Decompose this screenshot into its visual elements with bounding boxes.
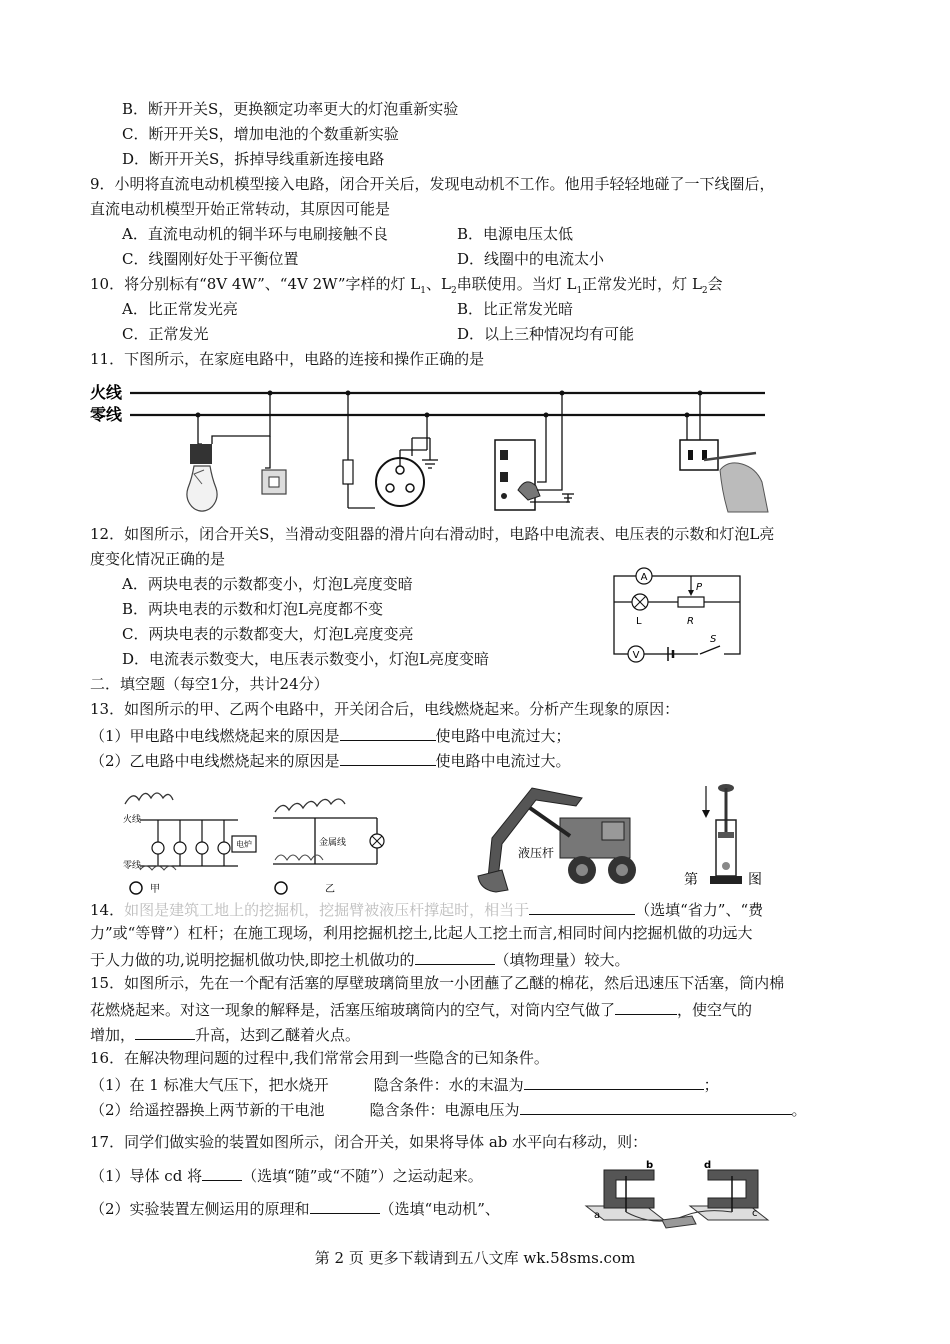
q14-line1: 14．如图是建筑工地上的挖掘机，挖掘臂被液压杆撑起时，相当于 （选填“省力”、“费 (90, 898, 763, 920)
hydraulic-rod-label: 液压杆 (518, 846, 555, 860)
voltmeter-label: V (632, 650, 640, 661)
q16-part1: （1）在 1 标准大气压下，把水烧开 隐含条件：水的末温为 ； (90, 1073, 719, 1095)
slider-label: P (696, 582, 703, 593)
socket-circuit (343, 391, 438, 509)
q10-stem: 10．将分别标有“8V 4W”、“4V 2W”字样的灯 $L_1$、$L_2$串联使用。当灯 $L_1$正常发光时，灯 $L_2$会 (90, 275, 723, 296)
q14-blank-1[interactable] (529, 898, 635, 915)
q12-option-a: A．两块电表的示数都变小，灯泡L亮度变暗 (122, 575, 413, 593)
q12-option-b: B．两块电表的示数和灯泡L亮度都不变 (122, 600, 383, 618)
q8-option-c: C．断开开关S，增加电池的个数重新实验 (122, 125, 399, 143)
q10-option-c: C．正常发光 (122, 325, 209, 343)
hand-icon (720, 463, 768, 512)
switch-label: S (710, 634, 717, 645)
bulb-circuit (187, 391, 286, 512)
q14-line3: 于人力做的功,说明挖掘机做功快,即挖土机做功的 （填物理量）较大。 (90, 948, 630, 970)
q12-circuit-diagram (606, 568, 746, 664)
yi-label: 乙 (325, 884, 335, 895)
test-pen-circuit (680, 391, 768, 513)
figure-label-suffix: 图 (748, 872, 762, 888)
q17-part1: （1）导体 cd 将 （选填“随”或“不随”）之运动起来。 (90, 1164, 483, 1186)
q9-option-c: C．线圈刚好处于平衡位置 (122, 250, 299, 268)
q12-stem-line1: 12．如图所示，闭合开关S，当滑动变阻器的滑片向右滑动时，电路中电流表、电压表的示数和灯泡L亮 (90, 525, 775, 543)
label-d: d (704, 1160, 712, 1171)
electromagnetic-apparatus-figure (582, 1156, 772, 1228)
cotton-icon (722, 862, 730, 870)
horseshoe-magnet-icon-2 (708, 1170, 758, 1208)
q13-blank-2[interactable] (340, 749, 436, 766)
label-a: a (594, 1210, 601, 1221)
q17-part2: （2）实验装置左侧运用的原理和 （选填“电动机”、 (90, 1197, 500, 1219)
label-c: c (752, 1208, 758, 1219)
q15-blank-2[interactable] (135, 1023, 195, 1040)
q9-stem-line2: 直流电动机模型开始正常转动，其原因可能是 (90, 200, 391, 218)
q12-stem-line2: 度变化情况正确的是 (90, 550, 226, 568)
down-arrow-icon (702, 810, 710, 818)
socket-plug-icon-2 (275, 882, 287, 894)
q9-option-d: D．线圈中的电流太小 (457, 250, 605, 268)
q10-option-a: A．比正常发光亮 (122, 300, 238, 318)
q8-option-d: D．断开开关S，拆掉导线重新连接电路 (122, 150, 385, 168)
fire-icon-2 (275, 799, 345, 812)
section-2-heading: 二．填空题（每空1分，共计24分） (90, 675, 329, 693)
q9-option-a: A．直流电动机的铜半环与电刷接触不良 (122, 225, 388, 243)
q15-line3: 增加， 升高，达到乙醚着火点。 (90, 1023, 360, 1045)
excavator-icon (478, 788, 636, 892)
q13-part1: （1）甲电路中电线燃烧起来的原因是 使电路中电流过大； (90, 724, 571, 746)
socket-plug-icon (130, 882, 142, 894)
q16-part2: （2）给遥控器换上两节新的干电池 隐含条件：电源电压为 。 (90, 1098, 807, 1120)
q15-line2: 花燃烧起来。对这一现象的解释是，活塞压缩玻璃筒内的空气，对筒内空气做了 ，使空气的 (90, 998, 752, 1020)
fire-icon (125, 793, 173, 804)
fuse-icon (343, 460, 353, 484)
excavator-figure (470, 778, 650, 898)
q14-blank-2[interactable] (415, 948, 495, 965)
q17-blank-1[interactable] (202, 1164, 242, 1181)
q16-blank-2[interactable] (520, 1098, 792, 1115)
ammeter-label: A (640, 572, 648, 583)
q16-blank-1[interactable] (524, 1073, 704, 1090)
q9-option-b: B．电源电压太低 (457, 225, 574, 243)
jia-label: 甲 (150, 884, 160, 895)
circuit-jia-figure (120, 782, 260, 900)
lamp-label: L (636, 616, 642, 627)
q11-stem: 11．下图所示，在家庭电路中，电路的连接和操作正确的是 (90, 350, 485, 368)
q13-part2: （2）乙电路中电线燃烧起来的原因是 使电路中电流过大。 (90, 749, 571, 771)
horseshoe-magnet-icon (604, 1170, 654, 1208)
jia-live-label: 火线 (123, 815, 142, 825)
q17-stem: 17．同学们做实验的装置如图所示，闭合开关，如果将导体 ab 水平向右移动，则： (90, 1133, 648, 1151)
figure-label-prefix: 第 (684, 872, 698, 888)
circuit-yi-figure (265, 782, 405, 900)
household-circuit-figure (90, 378, 770, 520)
q12-option-d: D．电流表示数变大，电压表示数变小，灯泡L亮度变暗 (122, 650, 489, 668)
q17-blank-2[interactable] (310, 1197, 380, 1214)
left-magnet-apparatus (586, 1160, 664, 1221)
rheostat-icon (678, 597, 704, 607)
slider-arrow-icon (688, 590, 694, 596)
q15-line1: 15．如图所示，先在一个配有活塞的厚壁玻璃筒里放一小团蘸了乙醚的棉花，然后迅速压下活塞，筒内棉 (90, 974, 785, 992)
q8-option-b: B．断开开关S，更换额定功率更大的灯泡重新实验 (122, 100, 459, 118)
switch-base-icon (662, 1216, 696, 1228)
neutral-wire-label: 零线 (90, 405, 123, 424)
q12-option-c: C．两块电表的示数都变大，灯泡L亮度变亮 (122, 625, 414, 643)
jia-neutral-label: 零线 (123, 861, 142, 871)
q16-stem: 16．在解决物理问题的过程中,我们常常会用到一些隐含的已知条件。 (90, 1049, 549, 1067)
socket-outlet-icon (680, 440, 718, 470)
q10-option-b: B．比正常发光暗 (457, 300, 574, 318)
appliance-plug-circuit (495, 391, 574, 511)
live-wire-label: 火线 (90, 383, 123, 402)
q13-blank-1[interactable] (340, 724, 436, 741)
q15-blank-1[interactable] (615, 998, 677, 1015)
q13-stem: 13．如图所示的甲、乙两个电路中，开关闭合后，电线燃烧起来。分析产生现象的原因： (90, 700, 680, 718)
rheostat-label: R (687, 616, 694, 627)
q14-line2: 力”或“等臂”）杠杆；在施工现场，利用挖掘机挖土,比起人工挖土而言,相同时间内挖掘机做的功远大 (90, 924, 753, 942)
q10-option-d: D．以上三种情况均有可能 (457, 325, 635, 343)
light-bulb-icon (187, 466, 217, 511)
page-footer: 第 2 页 更多下载请到五八文库 wk.58sms.com (314, 1249, 636, 1267)
metal-wire-label: 金属线 (319, 838, 347, 848)
piston-cylinder-figure (684, 780, 770, 898)
label-b: b (646, 1160, 654, 1171)
q9-stem-line1: 9．小明将直流电动机模型接入电路，闭合开关后，发现电动机不工作。他用手轻轻地碰了一下线圈后， (90, 175, 775, 193)
heater-label: 电炉 (236, 840, 252, 849)
